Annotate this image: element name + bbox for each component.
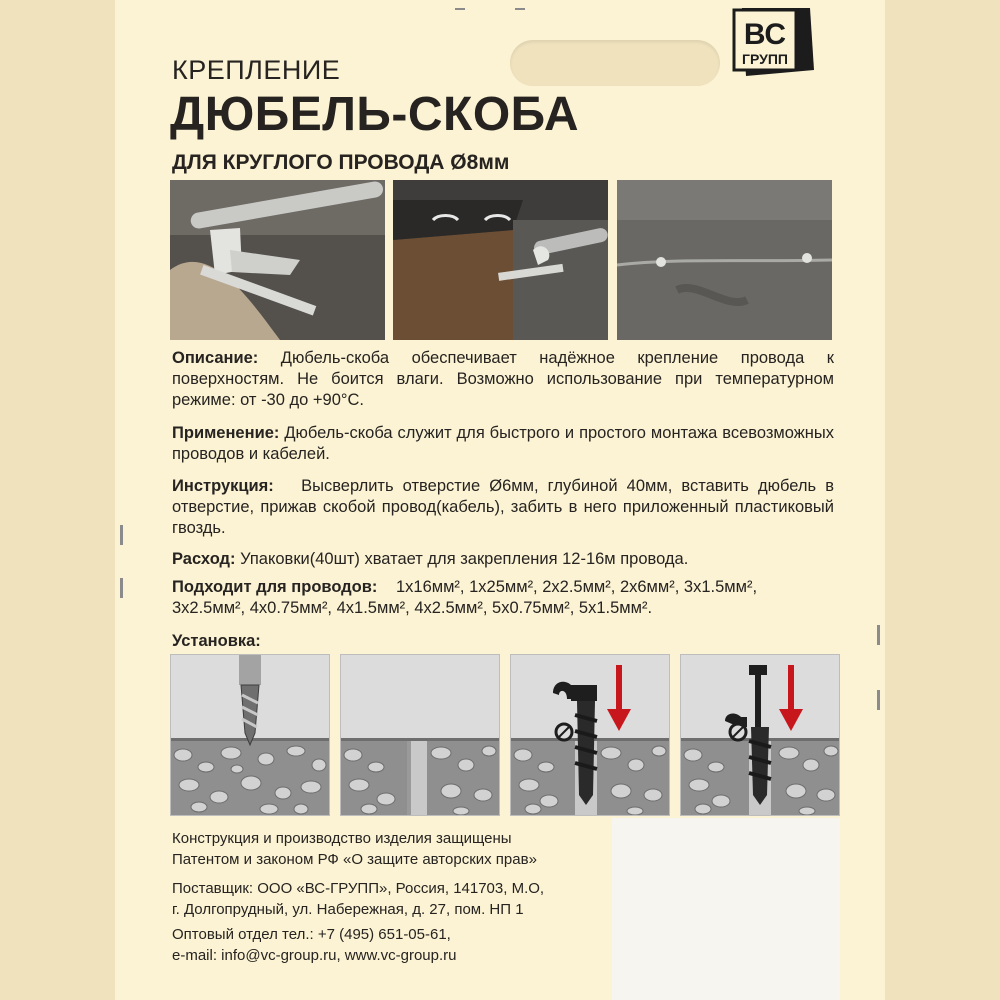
photo-wire-on-wall — [617, 180, 832, 340]
staple — [455, 8, 465, 10]
patent-line-1: Конструкция и производство изделия защищены — [172, 830, 512, 847]
photo-mounted-wire — [393, 180, 608, 340]
install-step-1-drill — [170, 654, 330, 816]
instruction-text: Высверлить отверстие Ø6мм, глубиной 40мм, вставить дюбель в отверстие, прижав скобой провод(кабель), забить в него приложенный пластиковый гвоздь. — [172, 477, 839, 537]
hang-hole — [510, 40, 720, 86]
logo-text-top: ВС — [743, 18, 787, 51]
fits-label: Подходит для проводов: — [172, 578, 378, 596]
supplier-info — [172, 878, 544, 920]
product-title: ДЮБЕЛЬ-СКОБА — [170, 88, 580, 141]
patent-line-2: Патентом и законом РФ «О защите авторских прав» — [172, 851, 537, 868]
install-step-2-hole — [340, 654, 500, 816]
install-step-3-insert-dowel — [510, 654, 670, 816]
fits-line2: 3х2.5мм², 4х0.75мм², 4х1.5мм², 4х2.5мм², 5х0.75мм², 5х1.5мм². — [172, 599, 653, 617]
side-clip — [877, 625, 880, 645]
supplier-line-1: Поставщик: ООО «ВС-ГРУПП», Россия, 141703, М.О, — [172, 880, 545, 897]
consumption-text: Упаковки(40шт) хватает для закрепления 12-16м провода. — [235, 550, 689, 568]
logo-text-bottom: ГРУПП — [742, 51, 788, 67]
phone-line: Оптовый отдел тел.: +7 (495) 651-05-61, — [172, 926, 451, 943]
application-paragraph — [172, 423, 834, 465]
application-text: Дюбель-скоба служит для быстрого и простого монтажа всевозможных проводов и кабелей. — [172, 424, 834, 463]
staple — [515, 8, 525, 10]
side-clip — [877, 690, 880, 710]
brand-logo — [728, 6, 816, 78]
instruction-paragraph — [172, 476, 839, 539]
application-label: Применение: — [172, 424, 280, 442]
consumption-paragraph — [172, 549, 834, 570]
description-text: Дюбель-скоба обеспечивает надёжное крепление провода к поверхностям. Не боится влаги. Возможно использование при температурном режиме: от -30 до +90°С. — [172, 349, 834, 409]
side-clip — [120, 578, 123, 598]
supplier-line-2: г. Долгопрудный, ул. Набережная, д. 27, пом. НП 1 — [172, 901, 524, 918]
fits-paragraph — [172, 577, 834, 619]
fits-line1: 1х16мм², 1х25мм², 2х2.5мм², 2х6мм², 3х1.5мм², — [395, 578, 758, 596]
description-paragraph — [172, 348, 834, 411]
installation-label: Установка: — [172, 632, 261, 650]
product-subtitle: ДЛЯ КРУГЛОГО ПРОВОДА Ø8мм — [172, 151, 510, 174]
patent-notice — [172, 828, 537, 870]
side-clip — [120, 525, 123, 545]
description-label: Описание: — [172, 349, 259, 367]
barcode-label-area — [612, 818, 840, 1000]
product-category: КРЕПЛЕНИЕ — [172, 55, 341, 85]
instruction-label: Инструкция: — [172, 477, 274, 495]
email-website-line: e-mail: info@vc-group.ru, www.vc-group.ru — [172, 947, 457, 964]
install-step-4-drive-nail — [680, 654, 840, 816]
consumption-label: Расход: — [172, 550, 236, 568]
contact-info — [172, 924, 457, 966]
installation-heading — [172, 631, 834, 652]
photo-fitting-in-hand — [170, 180, 385, 340]
